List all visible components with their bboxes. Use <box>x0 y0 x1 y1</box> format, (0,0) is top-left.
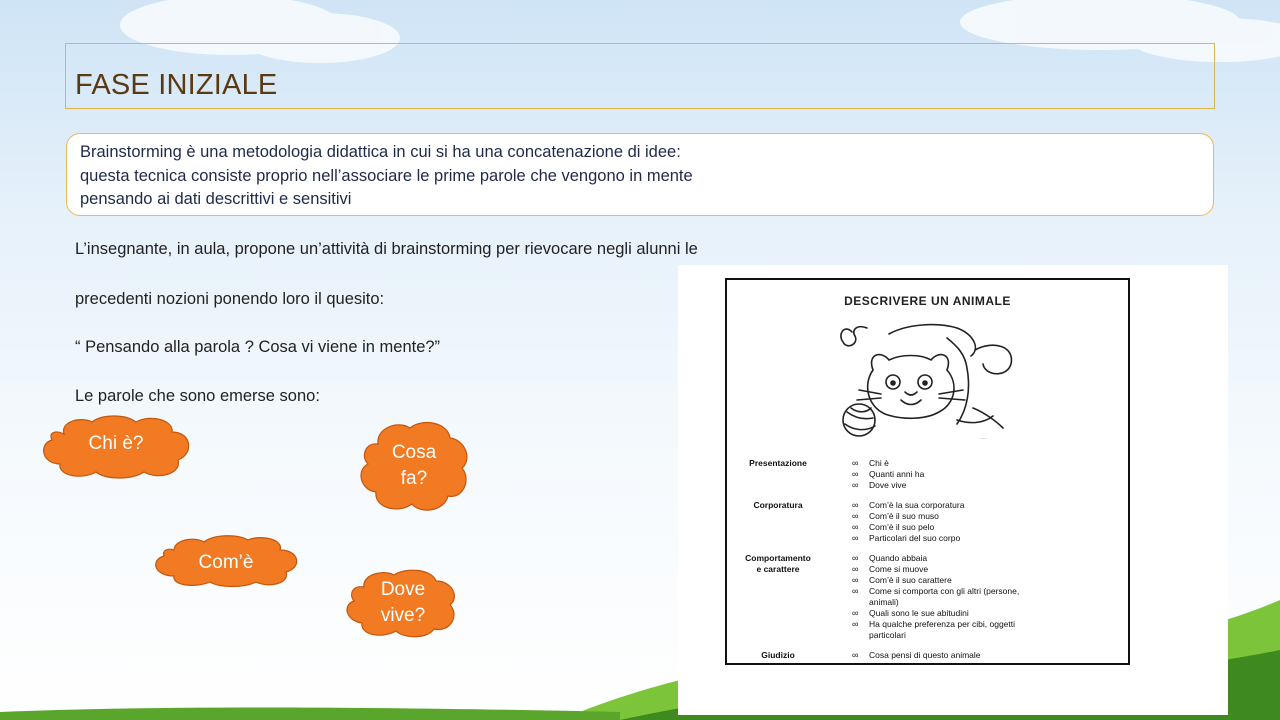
category-line: Comportamento <box>745 553 811 563</box>
cloud-text: fa? <box>400 468 428 489</box>
intro-line: pensando ai dati descrittivi e sensitivi <box>80 190 352 208</box>
intro-definition-box <box>66 133 1214 216</box>
worksheet-item <box>852 608 969 619</box>
worksheet-item-text: Quando abbaia <box>869 553 928 563</box>
worksheet-item <box>852 650 981 661</box>
infinity-bullet-icon: ∞ <box>852 650 859 660</box>
page-title: FASE INIZIALE <box>75 69 278 101</box>
cloud-text: vive? <box>380 605 426 626</box>
cloud-chi-e <box>40 416 192 478</box>
worksheet-item-text: Quali sono le sue abitudini <box>869 608 969 618</box>
infinity-bullet-icon: ∞ <box>852 458 859 468</box>
intro-text <box>80 141 1180 212</box>
category-line: e carattere <box>756 563 800 574</box>
cloud-label <box>344 569 462 637</box>
cloud-dove-vive <box>344 569 462 637</box>
worksheet-item-text: Com’è la sua corporatura <box>869 500 965 510</box>
body-line-question: “ Pensando alla parola ? Cosa vi viene in mente?” <box>75 338 441 356</box>
body-line-question-intro: precedenti nozioni ponendo loro il quesito: <box>75 290 385 308</box>
body-line-activity: L’insegnante, in aula, propone un’attività di brainstorming per rievocare negli alunni le <box>75 240 698 258</box>
worksheet-item <box>852 630 906 641</box>
worksheet-item <box>852 458 889 469</box>
worksheet-item-text: Ha qualche preferenza per cibi, oggetti <box>869 619 1016 629</box>
infinity-bullet-icon: ∞ <box>852 480 859 490</box>
infinity-bullet-icon: ∞ <box>852 586 859 596</box>
infinity-bullet-icon: ∞ <box>852 619 859 629</box>
grass-strip-left <box>0 708 620 720</box>
worksheet-item <box>852 564 928 575</box>
worksheet-item-text: Com’è il suo carattere <box>869 575 952 585</box>
body-line-words-intro: Le parole che sono emerse sono: <box>75 387 320 405</box>
worksheet-item-text: Com’è il suo pelo <box>869 522 935 532</box>
worksheet-item <box>852 597 899 608</box>
worksheet-item-text: animali) <box>869 597 899 607</box>
infinity-bullet-icon: ∞ <box>852 500 859 510</box>
cloud-label <box>152 538 300 588</box>
cloud-text: Com’è <box>198 552 254 573</box>
infinity-bullet-icon: ∞ <box>852 511 859 521</box>
worksheet-item <box>852 480 906 491</box>
infinity-bullet-icon: ∞ <box>852 608 859 618</box>
cloud-text: Chi è? <box>88 433 144 454</box>
worksheet-item-text: Cosa pensi di questo animale <box>869 650 981 660</box>
worksheet-item <box>852 575 952 586</box>
worksheet-item <box>852 511 939 522</box>
worksheet-frame <box>725 278 1130 665</box>
cloud-com-e <box>152 536 300 586</box>
category-corporatura: Corporatura <box>753 500 803 510</box>
worksheet-image <box>678 265 1228 715</box>
intro-line: questa tecnica consiste proprio nell’associare le prime parole che vengono in mente <box>80 166 693 185</box>
worksheet-item-text: Come si muove <box>869 564 929 574</box>
worksheet-item <box>852 533 960 544</box>
worksheet-item-text: Quanti anni ha <box>869 469 925 479</box>
cloud-label <box>40 413 192 475</box>
cloud-text: Cosa <box>391 442 437 463</box>
worksheet-credit: ····· <box>980 436 987 441</box>
cat-drawing <box>797 320 1037 440</box>
worksheet-item-text: Come si comporta con gli altri (persone, <box>869 586 1020 596</box>
cloud-text: Dove <box>380 579 426 600</box>
worksheet-item-text: particolari <box>869 630 906 640</box>
infinity-bullet-icon: ∞ <box>852 564 859 574</box>
worksheet-item <box>852 522 934 533</box>
infinity-bullet-icon: ∞ <box>852 469 859 479</box>
worksheet-title: DESCRIVERE UN ANIMALE <box>844 294 1011 308</box>
worksheet-item-text: Dove vive <box>869 480 907 490</box>
title-box <box>65 43 1215 109</box>
worksheet-item <box>852 619 1015 630</box>
worksheet-item-text: Chi è <box>869 458 889 468</box>
worksheet-item <box>852 553 927 564</box>
worksheet-item <box>852 500 964 511</box>
worksheet-item-text: Com’è il suo muso <box>869 511 939 521</box>
category-presentazione: Presentazione <box>749 458 807 468</box>
worksheet-item-text: Particolari del suo corpo <box>869 533 961 543</box>
cloud-cosa-fa <box>358 420 470 512</box>
infinity-bullet-icon: ∞ <box>852 522 859 532</box>
category-giudizio: Giudizio <box>761 650 795 660</box>
worksheet-item <box>852 469 924 480</box>
category-comportamento <box>732 553 824 574</box>
cloud-label <box>358 420 470 512</box>
infinity-bullet-icon: ∞ <box>852 575 859 585</box>
intro-line: Brainstorming è una metodologia didattica in cui si ha una concatenazione di idee: <box>80 143 681 161</box>
worksheet-item <box>852 586 1019 597</box>
infinity-bullet-icon: ∞ <box>852 553 859 563</box>
infinity-bullet-icon: ∞ <box>852 533 859 543</box>
